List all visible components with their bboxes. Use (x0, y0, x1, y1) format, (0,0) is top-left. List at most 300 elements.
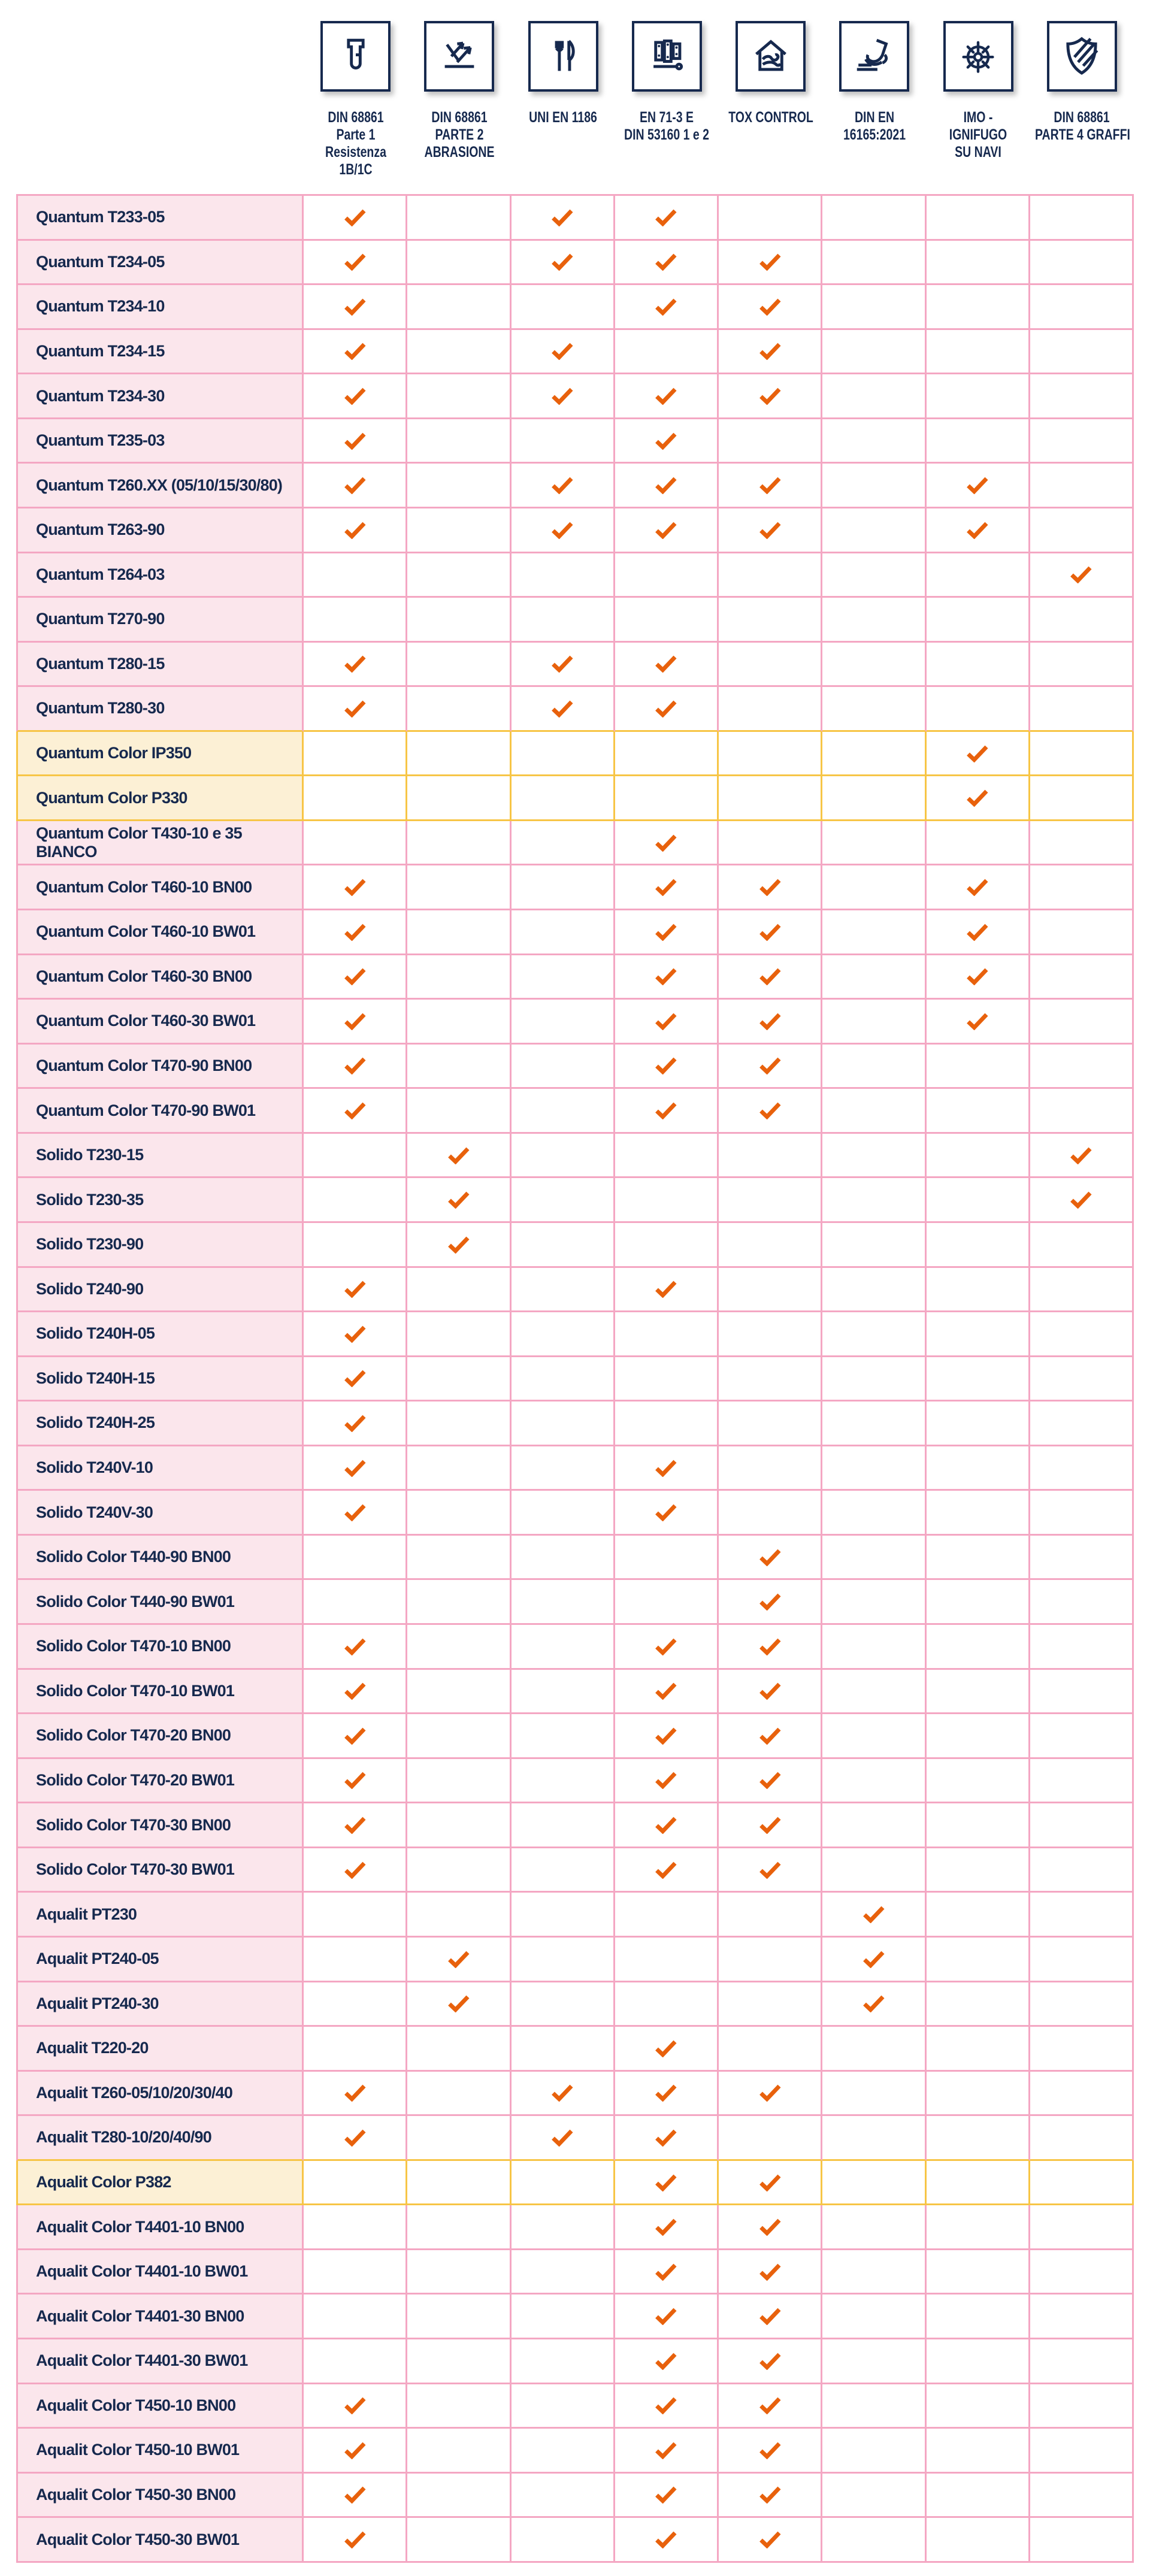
check-cell-din-en-16165 (822, 865, 926, 910)
check-cell-din-68861-parte-4 (1030, 643, 1134, 688)
check-cell-din-en-16165 (822, 1893, 926, 1938)
check-cell-din-en-16165 (822, 2429, 926, 2474)
product-name-cell (16, 2072, 304, 2117)
check-icon (344, 878, 366, 896)
check-cell-din-68861-parte-2 (407, 1045, 511, 1089)
check-cell-tox-control (719, 776, 822, 821)
check-cell-imo-ignifugo (927, 1045, 1030, 1089)
table-row (16, 1357, 1134, 1402)
check-icon (759, 476, 781, 494)
check-icon (655, 387, 677, 405)
check-cell-din-68861-parte-2 (407, 821, 511, 866)
check-cell-uni-en-1186 (512, 2250, 615, 2295)
check-cell-tox-control (719, 1223, 822, 1268)
check-cell-din-68861-parte-4 (1030, 196, 1134, 241)
check-cell-uni-en-1186 (512, 2027, 615, 2072)
check-cell-din-en-16165 (822, 2339, 926, 2384)
check-cell-din-68861-parte-1 (304, 1714, 407, 1759)
check-cell-en-71-3 (615, 285, 719, 330)
table-row (16, 2250, 1134, 2295)
check-cell-din-en-16165 (822, 643, 926, 688)
check-cell-uni-en-1186 (512, 1268, 615, 1313)
check-cell-tox-control (719, 1312, 822, 1357)
check-cell-en-71-3 (615, 732, 719, 777)
check-cell-tox-control (719, 285, 822, 330)
check-cell-din-en-16165 (822, 732, 926, 777)
check-icon (551, 2129, 573, 2147)
check-cell-din-68861-parte-4 (1030, 1893, 1134, 1938)
product-name-cell (16, 1536, 304, 1581)
check-cell-imo-ignifugo (927, 1938, 1030, 1982)
check-icon (1070, 1191, 1092, 1209)
check-icon (655, 2129, 677, 2147)
table-row (16, 285, 1134, 330)
check-icon (655, 834, 677, 852)
product-name: Solido T240H-15 (36, 1369, 155, 1387)
check-icon (655, 1637, 677, 1655)
check-cell-din-68861-parte-1 (304, 1312, 407, 1357)
check-cell-uni-en-1186 (512, 776, 615, 821)
column-label-din-68861-parte-4: DIN 68861 PARTE 4 GRAFFI (1035, 109, 1131, 143)
check-cell-din-68861-parte-1 (304, 1401, 407, 1446)
product-name-cell (16, 1893, 304, 1938)
check-cell-din-68861-parte-2 (407, 598, 511, 643)
table-row (16, 196, 1134, 241)
check-cell-uni-en-1186 (512, 598, 615, 643)
check-cell-tox-control (719, 1045, 822, 1089)
check-cell-imo-ignifugo (927, 821, 1030, 866)
product-name: Quantum T234-30 (36, 386, 165, 405)
check-cell-din-68861-parte-4 (1030, 2518, 1134, 2563)
check-cell-imo-ignifugo (927, 419, 1030, 464)
check-cell-imo-ignifugo (927, 330, 1030, 375)
check-icon (655, 967, 677, 985)
check-icon (759, 1548, 781, 1566)
check-cell-din-68861-parte-2 (407, 2474, 511, 2519)
check-cell-en-71-3 (615, 1089, 719, 1134)
check-cell-imo-ignifugo (927, 2295, 1030, 2339)
check-cell-en-71-3 (615, 2518, 719, 2563)
column-label-din-68861-parte-2: DIN 68861 PARTE 2 ABRASIONE (424, 109, 495, 161)
check-cell-en-71-3 (615, 241, 719, 286)
check-cell-tox-control (719, 1670, 822, 1715)
check-icon (344, 208, 366, 226)
check-cell-uni-en-1186 (512, 2295, 615, 2339)
check-cell-imo-ignifugo (927, 2339, 1030, 2384)
check-cell-din-en-16165 (822, 330, 926, 375)
check-icon (759, 2352, 781, 2370)
product-name-cell (16, 2027, 304, 2072)
product-name: Aqualit PT240-30 (36, 1994, 159, 2012)
check-icon (759, 1682, 781, 1700)
check-cell-din-68861-parte-2 (407, 1848, 511, 1893)
check-icon (655, 1727, 677, 1745)
check-cell-uni-en-1186 (512, 1000, 615, 1045)
check-cell-din-en-16165 (822, 196, 926, 241)
check-cell-imo-ignifugo (927, 1625, 1030, 1670)
check-cell-uni-en-1186 (512, 1803, 615, 1848)
check-cell-tox-control (719, 2161, 822, 2206)
check-cell-din-en-16165 (822, 1714, 926, 1759)
check-icon (344, 1727, 366, 1745)
check-cell-din-68861-parte-1 (304, 285, 407, 330)
check-cell-din-68861-parte-4 (1030, 2116, 1134, 2161)
product-name-cell (16, 1446, 304, 1491)
check-cell-imo-ignifugo (927, 1893, 1030, 1938)
table-row (16, 1625, 1134, 1670)
check-cell-imo-ignifugo (927, 910, 1030, 955)
table-row (16, 1670, 1134, 1715)
check-cell-en-71-3 (615, 1045, 719, 1089)
check-cell-tox-control (719, 1714, 822, 1759)
check-cell-din-68861-parte-4 (1030, 1000, 1134, 1045)
check-cell-tox-control (719, 2384, 822, 2429)
check-cell-din-68861-parte-4 (1030, 2474, 1134, 2519)
header-column-uni-en-1186 (512, 0, 615, 178)
check-cell-din-68861-parte-2 (407, 687, 511, 732)
check-cell-din-68861-parte-4 (1030, 1938, 1134, 1982)
check-cell-din-68861-parte-2 (407, 2518, 511, 2563)
check-icon (759, 2441, 781, 2459)
check-cell-imo-ignifugo (927, 2161, 1030, 2206)
product-name: Quantum Color T430-10 e 35 BIANCO (36, 824, 242, 861)
column-label-din-68861-parte-1: DIN 68861 Parte 1 Resistenza 1B/1C (325, 109, 386, 178)
check-cell-imo-ignifugo (927, 1357, 1030, 1402)
check-cell-imo-ignifugo (927, 1223, 1030, 1268)
check-cell-din-68861-parte-4 (1030, 732, 1134, 777)
check-cell-uni-en-1186 (512, 1893, 615, 1938)
shield-scratch-icon (1047, 21, 1117, 92)
check-cell-din-68861-parte-1 (304, 1491, 407, 1536)
check-icon (344, 1101, 366, 1119)
product-name-cell (16, 2339, 304, 2384)
check-cell-uni-en-1186 (512, 955, 615, 1000)
check-cell-imo-ignifugo (927, 1000, 1030, 1045)
check-cell-din-68861-parte-2 (407, 196, 511, 241)
check-icon (344, 476, 366, 494)
check-cell-din-68861-parte-2 (407, 419, 511, 464)
check-icon (655, 1057, 677, 1074)
check-cell-din-en-16165 (822, 1134, 926, 1179)
check-cell-din-68861-parte-1 (304, 821, 407, 866)
check-cell-din-en-16165 (822, 1223, 926, 1268)
check-cell-en-71-3 (615, 2339, 719, 2384)
product-name: Aqualit T280-10/20/40/90 (36, 2128, 211, 2147)
check-cell-uni-en-1186 (512, 1759, 615, 1804)
check-cell-din-en-16165 (822, 2116, 926, 2161)
table-row (16, 1536, 1134, 1581)
check-icon (344, 1280, 366, 1298)
check-cell-uni-en-1186 (512, 2205, 615, 2250)
check-icon (344, 2530, 366, 2548)
check-cell-din-68861-parte-1 (304, 374, 407, 419)
check-icon (344, 521, 366, 539)
check-cell-din-68861-parte-2 (407, 1580, 511, 1625)
check-cell-uni-en-1186 (512, 464, 615, 508)
check-cell-din-68861-parte-1 (304, 2429, 407, 2474)
table-row (16, 1401, 1134, 1446)
product-name-cell (16, 553, 304, 598)
check-cell-tox-control (719, 2474, 822, 2519)
product-name: Aqualit Color T4401-30 BN00 (36, 2306, 244, 2325)
check-cell-en-71-3 (615, 955, 719, 1000)
check-cell-en-71-3 (615, 1268, 719, 1313)
check-icon (344, 1503, 366, 1521)
product-name: Quantum T264-03 (36, 565, 165, 583)
check-cell-uni-en-1186 (512, 687, 615, 732)
check-cell-din-68861-parte-2 (407, 1446, 511, 1491)
check-cell-din-68861-parte-1 (304, 1223, 407, 1268)
check-icon (447, 1950, 470, 1968)
check-cell-uni-en-1186 (512, 1178, 615, 1223)
check-cell-tox-control (719, 1803, 822, 1848)
product-name-cell (16, 1938, 304, 1982)
product-name-cell (16, 419, 304, 464)
check-cell-uni-en-1186 (512, 2161, 615, 2206)
table-row (16, 2339, 1134, 2384)
check-cell-tox-control (719, 1089, 822, 1134)
check-cell-din-68861-parte-1 (304, 1803, 407, 1848)
check-cell-din-68861-parte-4 (1030, 2205, 1134, 2250)
product-name: Quantum T234-05 (36, 252, 165, 271)
check-icon (759, 1101, 781, 1119)
check-cell-din-68861-parte-1 (304, 1134, 407, 1179)
check-cell-en-71-3 (615, 1848, 719, 1893)
check-icon (759, 342, 781, 360)
check-cell-din-68861-parte-2 (407, 2161, 511, 2206)
check-cell-din-68861-parte-2 (407, 1982, 511, 2027)
check-cell-en-71-3 (615, 865, 719, 910)
check-cell-en-71-3 (615, 2250, 719, 2295)
check-icon (551, 2084, 573, 2102)
product-name: Solido T230-90 (36, 1235, 144, 1254)
product-name: Aqualit Color T4401-10 BW01 (36, 2262, 248, 2281)
check-cell-din-en-16165 (822, 2474, 926, 2519)
check-cell-din-68861-parte-1 (304, 2205, 407, 2250)
check-cell-imo-ignifugo (927, 1759, 1030, 1804)
check-cell-din-68861-parte-1 (304, 464, 407, 508)
check-cell-din-68861-parte-1 (304, 1982, 407, 2027)
check-cell-uni-en-1186 (512, 1357, 615, 1402)
product-name-cell (16, 1982, 304, 2027)
check-cell-tox-control (719, 1848, 822, 1893)
check-icon (759, 967, 781, 985)
check-cell-uni-en-1186 (512, 241, 615, 286)
check-cell-din-68861-parte-1 (304, 732, 407, 777)
check-cell-en-71-3 (615, 2161, 719, 2206)
check-cell-imo-ignifugo (927, 1446, 1030, 1491)
check-cell-imo-ignifugo (927, 508, 1030, 553)
check-cell-uni-en-1186 (512, 1401, 615, 1446)
product-name-cell (16, 687, 304, 732)
check-cell-din-68861-parte-4 (1030, 598, 1134, 643)
check-icon (655, 1861, 677, 1879)
table-row (16, 2295, 1134, 2339)
check-cell-tox-control (719, 821, 822, 866)
check-cell-din-68861-parte-2 (407, 1000, 511, 1045)
check-icon (759, 1637, 781, 1655)
check-cell-uni-en-1186 (512, 2474, 615, 2519)
check-icon (344, 2129, 366, 2147)
check-cell-din-68861-parte-4 (1030, 1759, 1134, 1804)
check-cell-en-71-3 (615, 1446, 719, 1491)
check-cell-din-68861-parte-1 (304, 1536, 407, 1581)
check-cell-tox-control (719, 910, 822, 955)
check-cell-en-71-3 (615, 1312, 719, 1357)
check-icon (759, 387, 781, 405)
check-cell-en-71-3 (615, 1625, 719, 1670)
check-cell-din-68861-parte-1 (304, 1089, 407, 1134)
product-name-cell (16, 732, 304, 777)
check-icon (551, 476, 573, 494)
check-cell-uni-en-1186 (512, 1446, 615, 1491)
check-cell-tox-control (719, 196, 822, 241)
product-name-cell (16, 910, 304, 955)
table-row (16, 910, 1134, 955)
check-icon (655, 2396, 677, 2414)
check-icon (862, 1905, 885, 1923)
check-cell-din-en-16165 (822, 419, 926, 464)
check-cell-din-68861-parte-4 (1030, 1982, 1134, 2027)
check-cell-uni-en-1186 (512, 2384, 615, 2429)
check-cell-din-68861-parte-2 (407, 1803, 511, 1848)
check-cell-tox-control (719, 2027, 822, 2072)
product-name-cell (16, 1401, 304, 1446)
check-cell-din-en-16165 (822, 1089, 926, 1134)
check-cell-din-68861-parte-1 (304, 1938, 407, 1982)
check-cell-uni-en-1186 (512, 374, 615, 419)
check-cell-tox-control (719, 1268, 822, 1313)
check-cell-imo-ignifugo (927, 2205, 1030, 2250)
check-cell-en-71-3 (615, 2116, 719, 2161)
check-cell-din-68861-parte-1 (304, 955, 407, 1000)
column-label-tox-control: TOX CONTROL (728, 109, 813, 126)
house-air-icon (736, 21, 806, 92)
check-cell-tox-control (719, 2295, 822, 2339)
table-row (16, 1446, 1134, 1491)
check-cell-en-71-3 (615, 1670, 719, 1715)
table-row (16, 2072, 1134, 2117)
check-cell-imo-ignifugo (927, 2250, 1030, 2295)
check-cell-uni-en-1186 (512, 2518, 615, 2563)
product-name: Quantum Color T470-90 BN00 (36, 1056, 252, 1074)
check-cell-din-68861-parte-4 (1030, 1491, 1134, 1536)
check-icon (655, 298, 677, 316)
check-cell-tox-control (719, 464, 822, 508)
check-cell-din-68861-parte-4 (1030, 2339, 1134, 2384)
check-cell-din-68861-parte-2 (407, 1893, 511, 1938)
table-row (16, 508, 1134, 553)
check-cell-din-68861-parte-1 (304, 1268, 407, 1313)
check-icon (655, 1101, 677, 1119)
check-cell-din-68861-parte-2 (407, 464, 511, 508)
check-icon (447, 1191, 470, 1209)
check-cell-tox-control (719, 508, 822, 553)
table-row (16, 955, 1134, 1000)
check-cell-uni-en-1186 (512, 1848, 615, 1893)
check-cell-din-68861-parte-2 (407, 1312, 511, 1357)
check-cell-din-68861-parte-4 (1030, 285, 1134, 330)
check-cell-tox-control (719, 419, 822, 464)
check-icon (655, 2307, 677, 2325)
check-cell-din-68861-parte-2 (407, 2339, 511, 2384)
check-cell-en-71-3 (615, 1000, 719, 1045)
check-cell-en-71-3 (615, 821, 719, 866)
check-cell-en-71-3 (615, 330, 719, 375)
check-cell-din-68861-parte-4 (1030, 1223, 1134, 1268)
product-name: Quantum Color T460-30 BN00 (36, 967, 252, 985)
check-cell-imo-ignifugo (927, 955, 1030, 1000)
check-cell-din-68861-parte-2 (407, 2429, 511, 2474)
product-name: Aqualit Color T4401-30 BW01 (36, 2351, 248, 2370)
check-icon (759, 1012, 781, 1030)
table-row (16, 1580, 1134, 1625)
check-cell-en-71-3 (615, 1580, 719, 1625)
check-icon (759, 1593, 781, 1611)
check-cell-din-68861-parte-1 (304, 1446, 407, 1491)
check-cell-uni-en-1186 (512, 419, 615, 464)
product-name-cell (16, 1759, 304, 1804)
check-cell-uni-en-1186 (512, 821, 615, 866)
product-name: Quantum T234-15 (36, 341, 165, 360)
check-icon (344, 1414, 366, 1432)
header-column-din-68861-parte-4 (1030, 0, 1134, 178)
product-name-cell (16, 643, 304, 688)
check-cell-en-71-3 (615, 910, 719, 955)
check-icon (966, 878, 988, 896)
check-icon (344, 1325, 366, 1343)
check-cell-din-68861-parte-4 (1030, 687, 1134, 732)
check-icon (344, 387, 366, 405)
check-cell-tox-control (719, 955, 822, 1000)
check-cell-din-68861-parte-1 (304, 1759, 407, 1804)
check-cell-din-68861-parte-4 (1030, 1848, 1134, 1893)
check-cell-imo-ignifugo (927, 865, 1030, 910)
table-row (16, 2384, 1134, 2429)
table-row (16, 2205, 1134, 2250)
check-icon (759, 2174, 781, 2191)
table-row (16, 1134, 1134, 1179)
check-cell-tox-control (719, 241, 822, 286)
product-name: Solido Color T470-30 BN00 (36, 1815, 231, 1834)
check-cell-tox-control (719, 643, 822, 688)
table-row (16, 1089, 1134, 1134)
check-cell-din-en-16165 (822, 2072, 926, 2117)
check-cell-uni-en-1186 (512, 1938, 615, 1982)
check-cell-din-68861-parte-2 (407, 1670, 511, 1715)
check-icon (655, 253, 677, 271)
check-icon (655, 2263, 677, 2281)
product-name-cell (16, 2429, 304, 2474)
table-row (16, 1178, 1134, 1223)
check-icon (551, 387, 573, 405)
check-cell-tox-control (719, 1134, 822, 1179)
header-column-din-68861-parte-1 (304, 0, 407, 178)
check-icon (655, 1280, 677, 1298)
table-row (16, 2116, 1134, 2161)
check-cell-din-68861-parte-4 (1030, 419, 1134, 464)
check-icon (655, 2039, 677, 2057)
check-cell-tox-control (719, 1759, 822, 1804)
check-cell-din-68861-parte-1 (304, 2474, 407, 2519)
product-name-cell (16, 2161, 304, 2206)
check-cell-din-68861-parte-2 (407, 2116, 511, 2161)
check-icon (759, 1727, 781, 1745)
product-name-cell (16, 196, 304, 241)
check-cell-tox-control (719, 1178, 822, 1223)
check-cell-uni-en-1186 (512, 1491, 615, 1536)
abrasion-icon (424, 21, 494, 92)
